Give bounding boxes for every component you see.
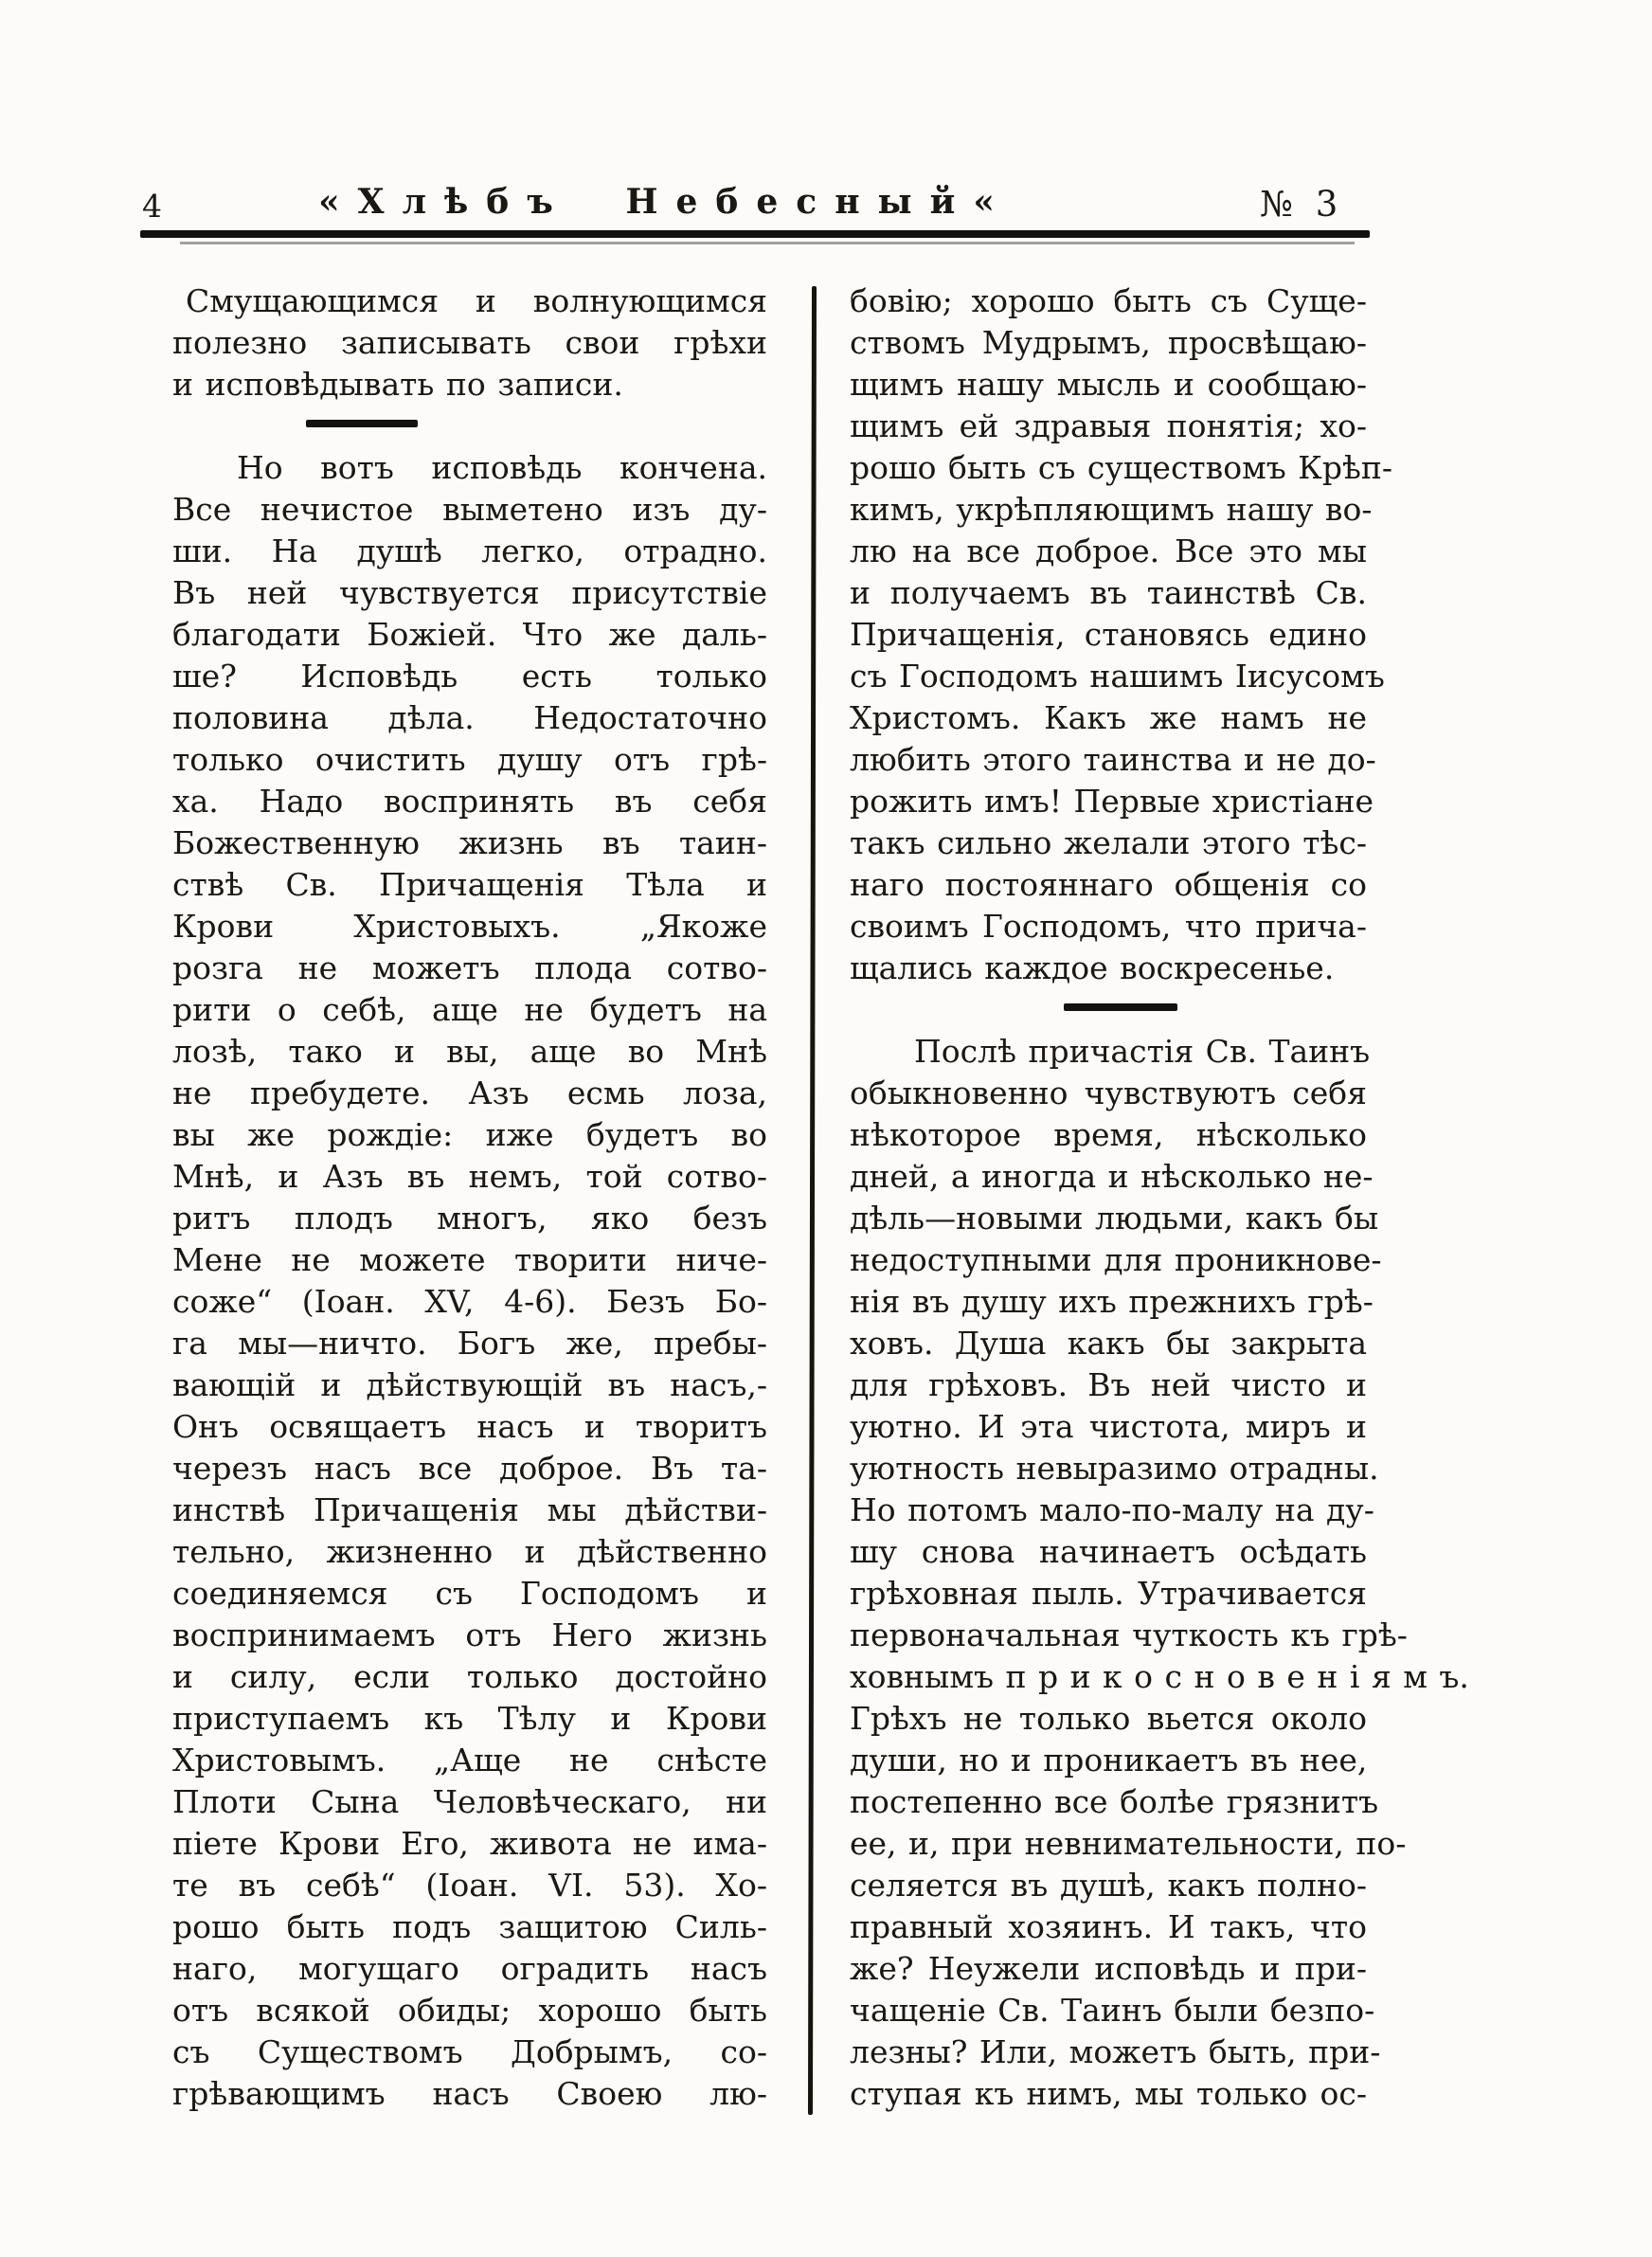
column-divider-rule bbox=[808, 286, 817, 2115]
text-line: ха. Надо воспринять въ себя bbox=[172, 783, 767, 820]
text-line: ритъ плодъ многъ, яко безъ bbox=[172, 1200, 767, 1237]
text-line: ши. На душѣ легко, отрадно. bbox=[172, 533, 767, 569]
text-line: розга не можетъ плода сотво- bbox=[172, 949, 767, 986]
text-line: рошо быть съ существомъ Крѣп- bbox=[850, 449, 1392, 486]
text-line: и исповѣдывать по записи. bbox=[172, 366, 623, 403]
text-line: ховнымъ п р и к о с н о в е н і я м ъ. bbox=[850, 1658, 1469, 1695]
text-line: Христовымъ. „Аще не снѣсте bbox=[172, 1742, 767, 1779]
text-line: селяется въ душѣ, какъ полно- bbox=[850, 1867, 1367, 1904]
text-line: щались каждое воскресенье. bbox=[850, 949, 1335, 986]
text-line: кимъ, укрѣпляющимъ нашу во- bbox=[850, 491, 1373, 528]
journal-title: «Хлѣбъ Небесный« bbox=[318, 182, 1013, 222]
text-line: рошо быть подъ защитою Силь- bbox=[172, 1908, 767, 1945]
text-line: благодати Божіей. Что же даль- bbox=[172, 616, 767, 653]
text-line: съ Господомъ нашимъ Іисусомъ bbox=[850, 658, 1385, 695]
text-line: уютность невыразимо отрадны. bbox=[850, 1450, 1379, 1487]
text-line: Послѣ причастія Св. Таинъ bbox=[914, 1033, 1371, 1070]
text-line: наго постояннаго общенія со bbox=[850, 866, 1367, 903]
text-line: для грѣховъ. Въ ней чисто и bbox=[850, 1366, 1367, 1403]
text-line: бовію; хорошо быть съ Суще- bbox=[850, 282, 1367, 319]
text-line: лезны? Или, можетъ быть, при- bbox=[850, 2033, 1381, 2070]
text-line: рожить имъ! Первые христіане bbox=[850, 783, 1374, 820]
text-line: половина дѣла. Недостаточно bbox=[172, 699, 767, 736]
text-line: и получаемъ въ таинствѣ Св. bbox=[850, 574, 1367, 611]
text-line: черезъ насъ все доброе. Въ та- bbox=[172, 1450, 767, 1487]
text-line: ше? Исповѣдь есть только bbox=[172, 658, 767, 695]
text-line: Все нечистое выметено изъ ду- bbox=[172, 491, 767, 528]
text-line: Крови Христовыхъ. „Якоже bbox=[172, 908, 767, 945]
text-line: Но потомъ мало-по-малу на ду- bbox=[850, 1491, 1374, 1528]
text-line: Грѣхъ не только вьется около bbox=[850, 1700, 1367, 1737]
text-line: соже“ (Іоан. XV, 4-6). Безъ Бо- bbox=[172, 1283, 767, 1320]
text-line: первоначальная чуткость къ грѣ- bbox=[850, 1616, 1408, 1653]
header-rule bbox=[140, 230, 1370, 238]
text-line: Смущающимся и волнующимся bbox=[186, 282, 767, 319]
text-line: ступая къ нимъ, мы только ос- bbox=[850, 2075, 1367, 2112]
text-line: чащеніе Св. Таинъ были безпо- bbox=[850, 1992, 1375, 2029]
issue-number: № 3 bbox=[1260, 184, 1344, 225]
text-line: Мене не можете творити ниче- bbox=[172, 1241, 767, 1278]
section-separator bbox=[172, 406, 767, 447]
text-line: піете Крови Его, живота не има- bbox=[172, 1825, 767, 1862]
text-line: ее, и, при невнимательности, по- bbox=[850, 1825, 1407, 1862]
separator-bar bbox=[1064, 1003, 1177, 1011]
text-line: грѣвающимъ насъ Своею лю- bbox=[172, 2075, 767, 2112]
text-line: Въ ней чувствуется присутствіе bbox=[172, 574, 767, 611]
text-line: недоступными для проникнове- bbox=[850, 1241, 1382, 1278]
text-line: ствомъ Мудрымъ, просвѣщаю- bbox=[850, 324, 1367, 361]
text-line: правный хозяинъ. И такъ, что bbox=[850, 1908, 1367, 1945]
text-line: рити о себѣ, аще не будетъ на bbox=[172, 991, 767, 1028]
section-separator bbox=[850, 989, 1367, 1031]
header-rule-echo bbox=[180, 242, 1355, 244]
text-line: Онъ освящаетъ насъ и творитъ bbox=[172, 1408, 767, 1445]
text-line: Плоти Сына Человѣческаго, ни bbox=[172, 1783, 767, 1820]
text-line: вающій и дѣйствующій въ насъ,- bbox=[172, 1366, 767, 1403]
text-line: ховъ. Душа какъ бы закрыта bbox=[850, 1325, 1367, 1362]
text-line: не пребудете. Азъ есмь лоза, bbox=[172, 1074, 767, 1111]
text-line: шу снова начинаетъ осѣдать bbox=[850, 1533, 1367, 1570]
text-line: приступаемъ къ Тѣлу и Крови bbox=[172, 1700, 767, 1737]
text-line: нія въ душу ихъ прежнихъ грѣ- bbox=[850, 1283, 1374, 1320]
text-line: любить этого таинства и не до- bbox=[850, 741, 1376, 778]
text-line: обыкновенно чувствуютъ себя bbox=[850, 1074, 1367, 1111]
text-line: Но вотъ исповѣдь кончена. bbox=[237, 449, 767, 486]
text-line: отъ всякой обиды; хорошо быть bbox=[172, 1992, 767, 2029]
text-line: щимъ нашу мысль и сообщаю- bbox=[850, 366, 1367, 403]
text-line: постепенно все болѣе грязнитъ bbox=[850, 1783, 1379, 1820]
text-line: воспринимаемъ отъ Него жизнь bbox=[172, 1616, 767, 1653]
text-line: полезно записывать свои грѣхи bbox=[172, 324, 767, 361]
text-line: соединяемся съ Господомъ и bbox=[172, 1575, 767, 1612]
text-line: Христомъ. Какъ же намъ не bbox=[850, 699, 1367, 736]
text-line: уютно. И эта чистота, миръ и bbox=[850, 1408, 1367, 1445]
text-line: души, но и проникаетъ въ нее, bbox=[850, 1742, 1368, 1779]
text-line: своимъ Господомъ, что прича- bbox=[850, 908, 1367, 945]
text-line: только очистить душу отъ грѣ- bbox=[172, 741, 767, 778]
text-line: га мы—ничто. Богъ же, пребы- bbox=[172, 1325, 767, 1362]
right-text-column bbox=[850, 280, 1469, 2115]
text-line: и силу, если только достойно bbox=[172, 1658, 767, 1695]
text-line: съ Существомъ Добрымъ, со- bbox=[172, 2033, 767, 2070]
text-line: лозѣ, тако и вы, аще во Мнѣ bbox=[172, 1033, 767, 1070]
text-line: грѣховная пыль. Утрачивается bbox=[850, 1575, 1367, 1612]
text-line: лю на все доброе. Все это мы bbox=[850, 533, 1367, 569]
text-line: такъ сильно желали этого тѣс- bbox=[850, 824, 1367, 861]
text-line: дѣль—новыми людьми, какъ бы bbox=[850, 1200, 1379, 1237]
text-line: вы же рождіе: иже будетъ во bbox=[172, 1116, 767, 1153]
text-line: дней, а иногда и нѣсколько не- bbox=[850, 1158, 1374, 1195]
text-line: наго, могущаго оградить насъ bbox=[172, 1950, 767, 1987]
text-line: Божественную жизнь въ таин- bbox=[172, 824, 767, 861]
text-line: инствѣ Причащенія мы дѣйстви- bbox=[172, 1491, 767, 1528]
text-line: нѣкоторое время, нѣсколько bbox=[850, 1116, 1367, 1153]
text-line: ствѣ Св. Причащенія Тѣла и bbox=[172, 866, 767, 903]
text-line: те въ себѣ“ (Іоан. VI. 53). Хо- bbox=[172, 1867, 767, 1904]
text-line: тельно, жизненно и дѣйственно bbox=[172, 1533, 767, 1570]
page-number: 4 bbox=[142, 188, 162, 225]
text-line: щимъ ей здравыя понятія; хо- bbox=[850, 407, 1367, 444]
left-text-column bbox=[172, 280, 767, 2115]
text-line: Причащенія, становясь едино bbox=[850, 616, 1367, 653]
text-line: же? Неужели исповѣдь и при- bbox=[850, 1950, 1367, 1987]
separator-bar bbox=[306, 420, 418, 427]
text-line: Мнѣ, и Азъ въ немъ, той сотво- bbox=[172, 1158, 767, 1195]
